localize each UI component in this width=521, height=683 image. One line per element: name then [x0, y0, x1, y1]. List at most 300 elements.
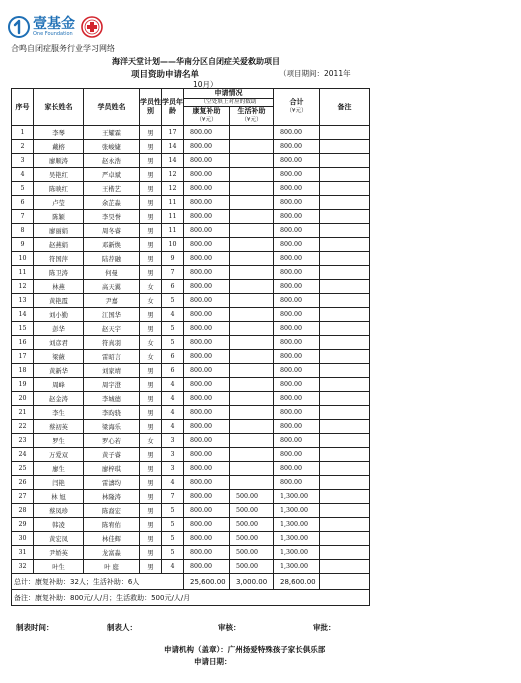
cell-seq: 10	[12, 252, 34, 266]
cell-total: 800.00	[274, 266, 320, 280]
cell-parent-name: 黄艳霞	[34, 294, 84, 308]
cell-age: 4	[162, 378, 184, 392]
cell-rehab: 800.00	[184, 168, 230, 182]
cell-age: 7	[162, 266, 184, 280]
cell-rehab: 800.00	[184, 490, 230, 504]
cell-student-name: 赵天宇	[84, 322, 140, 336]
cell-student-name: 王楷艺	[84, 182, 140, 196]
cell-living: 500.00	[230, 490, 274, 504]
cell-parent-name: 林 旭	[34, 490, 84, 504]
cell-living: 500.00	[230, 504, 274, 518]
cell-rehab: 800.00	[184, 294, 230, 308]
cell-total: 800.00	[274, 448, 320, 462]
cell-student-name: 罗心若	[84, 434, 140, 448]
cell-remark	[320, 518, 370, 532]
cell-living	[230, 224, 274, 238]
cell-student-name: 符真羽	[84, 336, 140, 350]
cell-total: 800.00	[274, 196, 320, 210]
cell-living	[230, 252, 274, 266]
cell-remark	[320, 196, 370, 210]
cell-gender: 男	[140, 504, 162, 518]
cell-gender: 男	[140, 252, 162, 266]
cell-seq: 17	[12, 350, 34, 364]
cell-gender: 男	[140, 308, 162, 322]
cell-student-name: 林隆涛	[84, 490, 140, 504]
project-title: 海洋天堂计划——华南分区自闭症关爱救助项目	[112, 57, 280, 66]
cell-gender: 女	[140, 350, 162, 364]
made-time-label: 制表时间：	[16, 623, 54, 632]
cell-student-name: 龙富淼	[84, 546, 140, 560]
cell-remark	[320, 462, 370, 476]
cell-rehab: 800.00	[184, 546, 230, 560]
table-row	[12, 448, 370, 462]
cell-seq: 31	[12, 546, 34, 560]
cell-age: 10	[162, 238, 184, 252]
cell-student-name: 余芷淼	[84, 196, 140, 210]
cell-age: 12	[162, 168, 184, 182]
cell-parent-name: 赵燕娟	[34, 238, 84, 252]
cell-remark	[320, 224, 370, 238]
cell-student-name: 严卓斌	[84, 168, 140, 182]
cell-remark	[320, 392, 370, 406]
approver-label: 审批：	[313, 623, 336, 632]
col-rehab-unit: （¥元）	[196, 117, 217, 123]
cell-remark	[320, 322, 370, 336]
cell-gender: 男	[140, 126, 162, 140]
cell-remark	[320, 266, 370, 280]
cell-remark	[320, 252, 370, 266]
table-row	[12, 336, 370, 350]
cell-student-name: 廖梓琪	[84, 462, 140, 476]
cell-age: 5	[162, 532, 184, 546]
cell-rehab: 800.00	[184, 154, 230, 168]
cell-remark	[320, 434, 370, 448]
cell-total: 800.00	[274, 140, 320, 154]
logo-name: 壹基金	[33, 16, 75, 32]
cell-living	[230, 168, 274, 182]
cell-rehab: 800.00	[184, 434, 230, 448]
cell-parent-name: 蔡初英	[34, 420, 84, 434]
table-row	[12, 504, 370, 518]
cell-parent-name: 闫艳	[34, 476, 84, 490]
cell-total: 800.00	[274, 252, 320, 266]
cell-seq: 20	[12, 392, 34, 406]
table-row	[12, 168, 370, 182]
cell-parent-name: 刘小勤	[34, 308, 84, 322]
cell-total: 1,300.00	[274, 560, 320, 574]
col-remark: 备注	[320, 89, 370, 126]
col-living	[230, 107, 274, 126]
cell-rehab: 800.00	[184, 420, 230, 434]
cell-age: 7	[162, 490, 184, 504]
cell-student-name: 李昊誉	[84, 210, 140, 224]
cell-parent-name: 陈卫涛	[34, 266, 84, 280]
cell-seq: 30	[12, 532, 34, 546]
cell-rehab: 800.00	[184, 406, 230, 420]
cell-total: 800.00	[274, 126, 320, 140]
cell-living: 500.00	[230, 546, 274, 560]
cell-living	[230, 336, 274, 350]
cell-gender: 男	[140, 238, 162, 252]
table-row	[12, 280, 370, 294]
cell-age: 4	[162, 420, 184, 434]
cell-student-name: 赵永浩	[84, 154, 140, 168]
cell-student-name: 邓新焕	[84, 238, 140, 252]
logo-text	[33, 17, 75, 37]
cell-seq: 3	[12, 154, 34, 168]
cell-parent-name: 赵金涛	[34, 392, 84, 406]
cell-rehab: 800.00	[184, 140, 230, 154]
cell-gender: 女	[140, 336, 162, 350]
cell-gender: 男	[140, 462, 162, 476]
cell-remark	[320, 168, 370, 182]
cell-living: 500.00	[230, 518, 274, 532]
cell-total: 800.00	[274, 336, 320, 350]
table-row	[12, 182, 370, 196]
cell-living	[230, 308, 274, 322]
cell-remark	[320, 546, 370, 560]
cell-parent-name: 罗生	[34, 434, 84, 448]
cell-gender: 男	[140, 140, 162, 154]
cell-rehab: 800.00	[184, 560, 230, 574]
cell-age: 9	[162, 252, 184, 266]
total-label: 总计：康复补助：32人；生活补助：6人	[12, 574, 184, 590]
cell-parent-name: 廖生	[34, 462, 84, 476]
logo-subname: One Foundation	[33, 31, 73, 37]
table-row	[12, 392, 370, 406]
table-row	[12, 490, 370, 504]
cell-rehab: 800.00	[184, 476, 230, 490]
col-age: 学员年龄	[162, 89, 184, 126]
cell-gender: 男	[140, 392, 162, 406]
cell-gender: 男	[140, 364, 162, 378]
cell-gender: 男	[140, 168, 162, 182]
cell-seq: 27	[12, 490, 34, 504]
cell-remark	[320, 336, 370, 350]
cell-rehab: 800.00	[184, 238, 230, 252]
cell-rehab: 800.00	[184, 462, 230, 476]
cell-parent-name: 戴榕	[34, 140, 84, 154]
cell-remark	[320, 420, 370, 434]
cell-gender: 男	[140, 210, 162, 224]
cell-parent-name: 彭华	[34, 322, 84, 336]
cell-seq: 14	[12, 308, 34, 322]
table-row	[12, 308, 370, 322]
cell-age: 4	[162, 392, 184, 406]
applicant-org: 申请机构（盖章）：广州扬爱特殊孩子家长俱乐部	[164, 645, 326, 654]
cell-student-name: 黄子睿	[84, 448, 140, 462]
logo	[8, 10, 103, 44]
cell-gender: 男	[140, 182, 162, 196]
cell-rehab: 800.00	[184, 196, 230, 210]
table-row	[12, 546, 370, 560]
cell-total: 1,300.00	[274, 546, 320, 560]
cell-seq: 5	[12, 182, 34, 196]
cell-student-name: 陈裔宏	[84, 504, 140, 518]
cell-student-name: 周宇澄	[84, 378, 140, 392]
cell-gender: 男	[140, 378, 162, 392]
table-row	[12, 364, 370, 378]
cell-living	[230, 406, 274, 420]
cell-remark	[320, 294, 370, 308]
cell-age: 4	[162, 308, 184, 322]
table-row	[12, 154, 370, 168]
cell-total: 1,300.00	[274, 532, 320, 546]
cell-seq: 29	[12, 518, 34, 532]
cell-remark	[320, 350, 370, 364]
table-row	[12, 350, 370, 364]
cell-total: 800.00	[274, 392, 320, 406]
cell-age: 4	[162, 406, 184, 420]
project-period: （项目期间：2011年	[279, 69, 351, 78]
cell-rehab: 800.00	[184, 266, 230, 280]
cell-total: 800.00	[274, 238, 320, 252]
cell-seq: 2	[12, 140, 34, 154]
cell-remark	[320, 154, 370, 168]
cell-student-name: 张峻婕	[84, 140, 140, 154]
col-apply-note: （空处填上对应的数助	[184, 99, 274, 107]
col-total-unit: （¥元）	[286, 108, 307, 114]
cell-living	[230, 392, 274, 406]
cell-age: 5	[162, 504, 184, 518]
reviewer-label: 审核：	[218, 623, 241, 632]
cell-living	[230, 462, 274, 476]
cell-seq: 6	[12, 196, 34, 210]
col-gender: 学员性别	[140, 89, 162, 126]
col-seq: 序号	[12, 89, 34, 126]
cell-age: 3	[162, 462, 184, 476]
col-living-unit: （¥元）	[241, 117, 262, 123]
cell-seq: 9	[12, 238, 34, 252]
col-parent-name: 家长姓名	[34, 89, 84, 126]
cell-student-name: 李昀骁	[84, 406, 140, 420]
cell-parent-name: 吴艳红	[34, 168, 84, 182]
cell-parent-name: 叶生	[34, 560, 84, 574]
cell-living	[230, 210, 274, 224]
cell-age: 11	[162, 224, 184, 238]
cell-seq: 32	[12, 560, 34, 574]
cell-remark	[320, 448, 370, 462]
cell-living	[230, 448, 274, 462]
cell-rehab: 800.00	[184, 350, 230, 364]
cell-age: 5	[162, 518, 184, 532]
apply-date-label: 申请日期：	[194, 657, 232, 666]
cell-total: 800.00	[274, 308, 320, 322]
cell-age: 5	[162, 336, 184, 350]
table-row	[12, 210, 370, 224]
cell-parent-name: 陈颖	[34, 210, 84, 224]
cell-rehab: 800.00	[184, 504, 230, 518]
cell-total: 1,300.00	[274, 490, 320, 504]
cell-student-name: 雷濤均	[84, 476, 140, 490]
table-row	[12, 322, 370, 336]
cell-remark	[320, 560, 370, 574]
table-row	[12, 266, 370, 280]
cell-age: 4	[162, 560, 184, 574]
col-rehab	[184, 107, 230, 126]
cell-rehab: 800.00	[184, 364, 230, 378]
cell-parent-name: 黄宏凤	[34, 532, 84, 546]
cell-gender: 男	[140, 266, 162, 280]
cell-age: 4	[162, 476, 184, 490]
table-row	[12, 140, 370, 154]
cell-age: 6	[162, 364, 184, 378]
cell-total: 800.00	[274, 350, 320, 364]
cell-seq: 11	[12, 266, 34, 280]
cell-total: 1,300.00	[274, 518, 320, 532]
cell-parent-name: 林燕	[34, 280, 84, 294]
cell-gender: 女	[140, 280, 162, 294]
cell-remark	[320, 504, 370, 518]
cell-parent-name: 万爱双	[34, 448, 84, 462]
cell-age: 5	[162, 294, 184, 308]
col-apply: 申请情况	[184, 89, 274, 99]
cell-living: 500.00	[230, 560, 274, 574]
cell-remark	[320, 406, 370, 420]
cell-gender: 男	[140, 196, 162, 210]
note-row	[12, 590, 370, 606]
cell-living	[230, 140, 274, 154]
cell-seq: 23	[12, 434, 34, 448]
table-body	[12, 126, 370, 574]
cell-total: 800.00	[274, 434, 320, 448]
cell-rehab: 800.00	[184, 532, 230, 546]
cell-student-name: 高天翼	[84, 280, 140, 294]
cell-student-name: 刘家靖	[84, 364, 140, 378]
cell-remark	[320, 378, 370, 392]
cell-seq: 12	[12, 280, 34, 294]
cell-parent-name: 符国萍	[34, 252, 84, 266]
red-cross-badge-icon	[81, 16, 103, 38]
cell-rehab: 800.00	[184, 518, 230, 532]
total-sum: 28,600.00	[274, 574, 320, 590]
cell-seq: 18	[12, 364, 34, 378]
cell-gender: 男	[140, 560, 162, 574]
cell-gender: 男	[140, 546, 162, 560]
cell-remark	[320, 476, 370, 490]
cell-seq: 8	[12, 224, 34, 238]
cell-student-name: 梁海乐	[84, 420, 140, 434]
cell-total: 800.00	[274, 154, 320, 168]
cell-parent-name: 廖顺涛	[34, 154, 84, 168]
cell-student-name: 周冬睿	[84, 224, 140, 238]
note-text: 备注：康复补助：800元/人/月；生活救助：500元/人/月	[12, 590, 370, 606]
table-row	[12, 196, 370, 210]
cell-total: 800.00	[274, 322, 320, 336]
cell-living	[230, 364, 274, 378]
cell-rehab: 800.00	[184, 448, 230, 462]
cell-living	[230, 154, 274, 168]
cell-remark	[320, 182, 370, 196]
cell-gender: 男	[140, 490, 162, 504]
cell-seq: 19	[12, 378, 34, 392]
cell-age: 6	[162, 350, 184, 364]
cell-gender: 男	[140, 224, 162, 238]
col-total	[274, 89, 320, 126]
table-row	[12, 294, 370, 308]
cell-remark	[320, 238, 370, 252]
cell-parent-name: 李生	[34, 406, 84, 420]
cell-parent-name: 梁薇	[34, 350, 84, 364]
table-row	[12, 462, 370, 476]
cell-seq: 25	[12, 462, 34, 476]
cell-living	[230, 238, 274, 252]
cell-age: 12	[162, 182, 184, 196]
cell-remark	[320, 364, 370, 378]
cell-rehab: 800.00	[184, 378, 230, 392]
table-row	[12, 532, 370, 546]
cell-gender: 女	[140, 294, 162, 308]
maker-label: 制表人：	[107, 623, 137, 632]
cell-seq: 28	[12, 504, 34, 518]
table-row	[12, 406, 370, 420]
col-student-name: 学员姓名	[84, 89, 140, 126]
table-row	[12, 434, 370, 448]
total-remark	[320, 574, 370, 590]
cell-living	[230, 182, 274, 196]
cell-living	[230, 350, 274, 364]
col-total-label: 合计	[289, 98, 304, 106]
cell-seq: 22	[12, 420, 34, 434]
cell-remark	[320, 140, 370, 154]
cell-gender: 男	[140, 322, 162, 336]
cell-parent-name: 周峰	[34, 378, 84, 392]
org-line: 合鸣自闭症服务行业学习网络	[11, 44, 115, 53]
cell-living	[230, 378, 274, 392]
application-table	[11, 88, 370, 606]
cell-student-name: 叶 庭	[84, 560, 140, 574]
cell-total: 800.00	[274, 378, 320, 392]
cell-rehab: 800.00	[184, 322, 230, 336]
cell-living	[230, 434, 274, 448]
cell-total: 800.00	[274, 168, 320, 182]
cell-total: 800.00	[274, 364, 320, 378]
table-row	[12, 518, 370, 532]
cell-rehab: 800.00	[184, 182, 230, 196]
cell-total: 800.00	[274, 210, 320, 224]
cell-student-name: 江国华	[84, 308, 140, 322]
cell-rehab: 800.00	[184, 126, 230, 140]
cell-living	[230, 420, 274, 434]
cell-total: 1,300.00	[274, 504, 320, 518]
col-living-label: 生活补助	[237, 107, 266, 115]
cell-living: 500.00	[230, 532, 274, 546]
cell-parent-name: 廖丽娟	[34, 224, 84, 238]
cell-parent-name: 黄新华	[34, 364, 84, 378]
cell-age: 17	[162, 126, 184, 140]
cell-student-name: 陆荐融	[84, 252, 140, 266]
cell-age: 5	[162, 546, 184, 560]
cell-rehab: 800.00	[184, 252, 230, 266]
cell-parent-name: 尹娇英	[34, 546, 84, 560]
total-living: 3,000.00	[230, 574, 274, 590]
cell-living	[230, 476, 274, 490]
cell-rehab: 800.00	[184, 336, 230, 350]
cell-seq: 4	[12, 168, 34, 182]
cell-seq: 15	[12, 322, 34, 336]
total-rehab: 25,600.00	[184, 574, 230, 590]
cell-rehab: 800.00	[184, 224, 230, 238]
cell-remark	[320, 308, 370, 322]
cell-rehab: 800.00	[184, 308, 230, 322]
table-row	[12, 560, 370, 574]
cell-gender: 男	[140, 518, 162, 532]
cell-gender: 男	[140, 154, 162, 168]
table-row	[12, 252, 370, 266]
cell-age: 11	[162, 196, 184, 210]
cell-student-name: 雷昭言	[84, 350, 140, 364]
cell-gender: 男	[140, 476, 162, 490]
